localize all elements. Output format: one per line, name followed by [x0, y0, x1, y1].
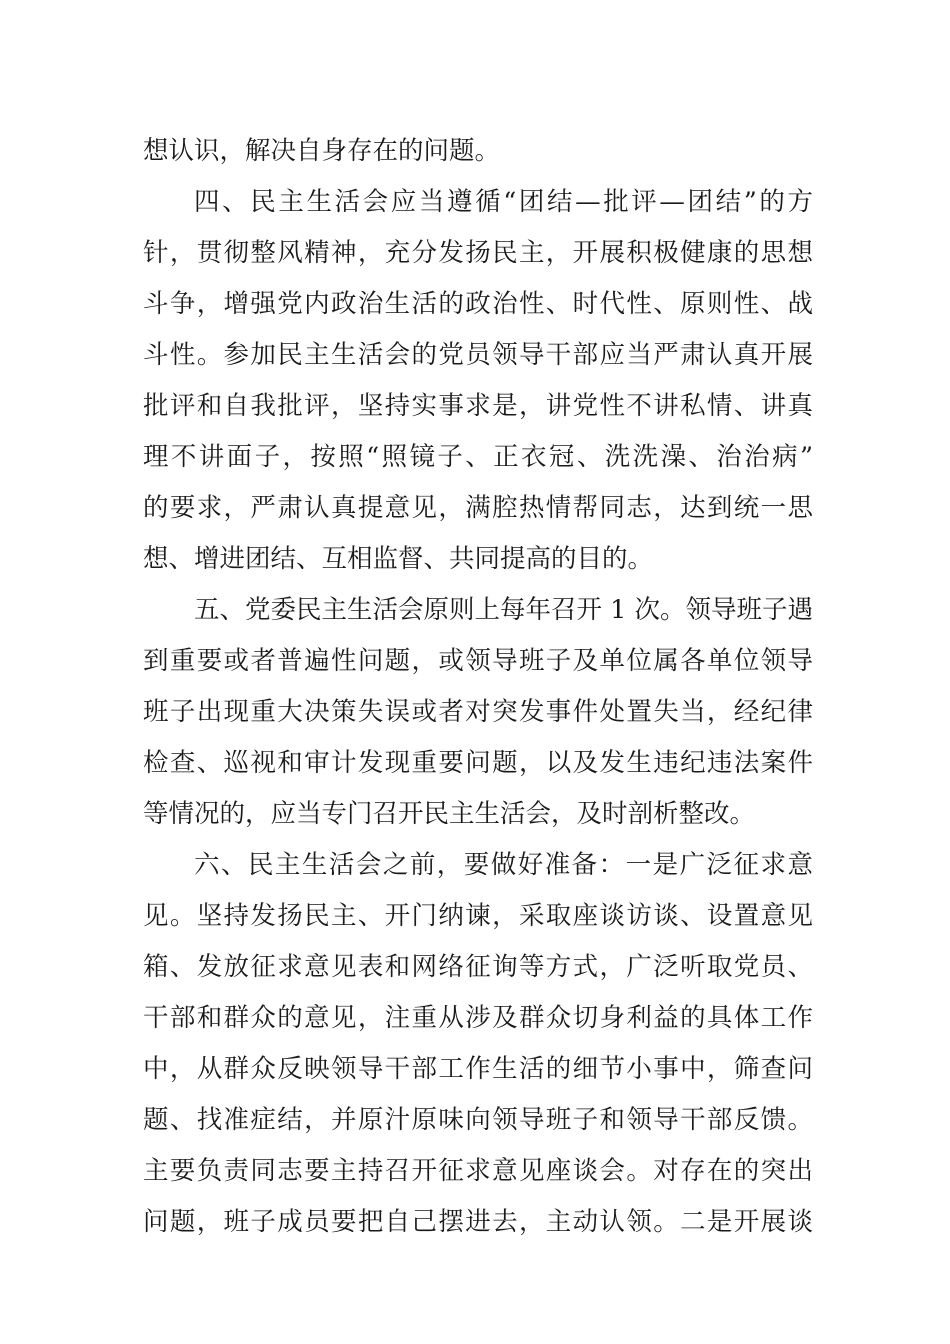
text-line: 六、民主生活会之前，要做好准备：一是广泛征求意: [194, 850, 813, 880]
text-line: 班子出现重大决策失误或者对突发事件处置失当，经纪律: [143, 697, 813, 727]
text-line: 理不讲面子，按照“照镜子、正衣冠、洗洗澡、治治病”: [143, 442, 813, 472]
text-line: 斗争，增强党内政治生活的政治性、时代性、原则性、战: [143, 289, 813, 319]
text-line: 到重要或者普遍性问题，或领导班子及单位属各单位领导: [143, 646, 813, 676]
text-line: 批评和自我批评，坚持实事求是，讲党性不讲私情、讲真: [143, 391, 813, 421]
text-line: 斗性。参加民主生活会的党员领导干部应当严肃认真开展: [143, 340, 813, 370]
text-line: 五、党委民主生活会原则上每年召开 1 次。领导班子遇: [194, 595, 813, 625]
text-line: 想、增进团结、互相监督、共同提高的目的。: [143, 544, 654, 574]
text-line: 中，从群众反映领导干部工作生活的细节小事中，筛查问: [143, 1054, 813, 1084]
text-line: 针，贯彻整风精神，充分发扬民主，开展积极健康的思想: [143, 238, 813, 268]
text-line: 问题，班子成员要把自己摆进去，主动认领。二是开展谈: [143, 1207, 813, 1237]
text-line: 等情况的，应当专门召开民主生活会，及时剖析整改。: [143, 799, 756, 829]
text-line: 见。坚持发扬民主、开门纳谏，采取座谈访谈、设置意见: [143, 901, 813, 931]
text-line: 干部和群众的意见，注重从涉及群众切身利益的具体工作: [143, 1003, 813, 1033]
text-line: 检查、巡视和审计发现重要问题，以及发生违纪违法案件: [143, 748, 813, 778]
text-line: 箱、发放征求意见表和网络征询等方式，广泛听取党员、: [143, 952, 813, 982]
text-line: 四、民主生活会应当遵循“团结—批评—团结”的方: [194, 187, 813, 217]
text-line: 想认识，解决自身存在的问题。: [143, 136, 501, 166]
text-line: 主要负责同志要主持召开征求意见座谈会。对存在的突出: [143, 1156, 813, 1186]
text-line: 题、找准症结，并原汁原味向领导班子和领导干部反馈。: [143, 1105, 813, 1135]
text-line: 的要求，严肃认真提意见，满腔热情帮同志，达到统一思: [143, 493, 813, 523]
